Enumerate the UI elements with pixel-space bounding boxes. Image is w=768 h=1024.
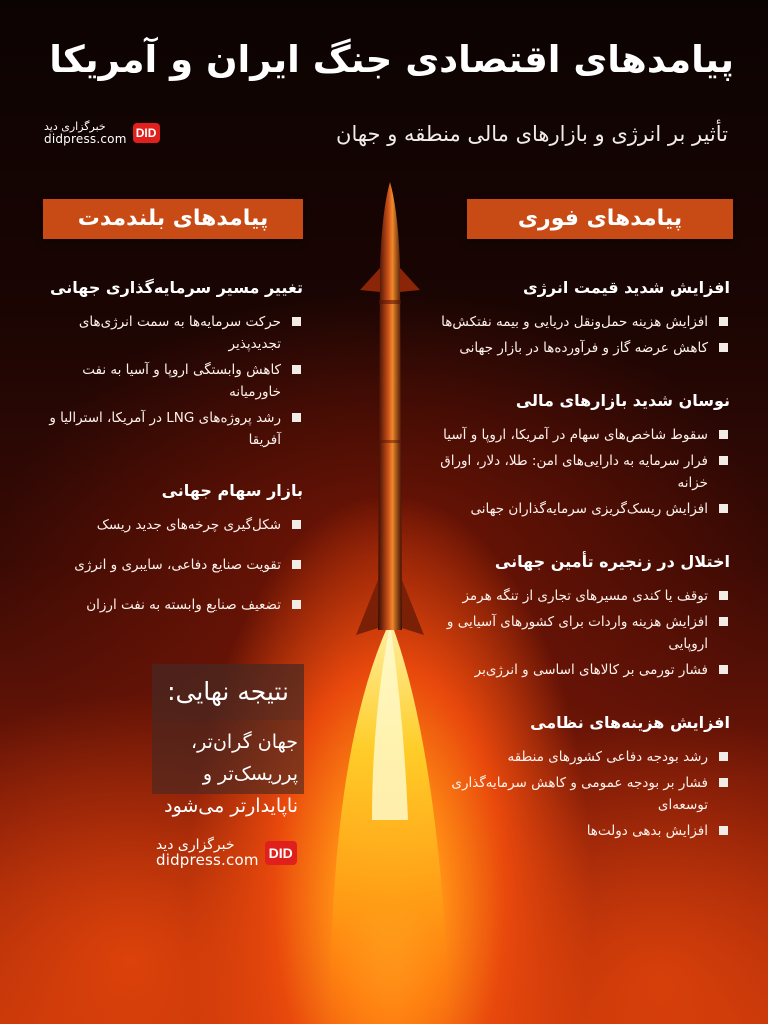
list-item: فشار بر بودجه عمومی و کاهش سرمایه‌گذاری توسعه‌ای — [420, 772, 730, 816]
list-item: رشد پروژه‌های LNG در آمریکا، استرالیا و آفریقا — [38, 407, 303, 451]
group-title: تغییر مسیر سرمایه‌گذاری جهانی — [50, 278, 303, 297]
did-logo-icon: DID — [265, 841, 297, 865]
brand-name: خبرگزاری دید — [156, 837, 235, 853]
list-item: افزایش هزینه حمل‌ونقل دریایی و بیمه نفتکش‌ها — [420, 311, 730, 333]
group-title: نوسان شدید بازارهای مالی — [515, 391, 730, 410]
energy-price-group — [420, 278, 730, 359]
brand-text — [156, 838, 259, 868]
page-title: پیامدهای اقتصادی جنگ ایران و آمریکا — [49, 38, 734, 81]
list-item: رشد بودجه دفاعی کشورهای منطقه — [420, 746, 730, 768]
conclusion-title: نتیجه نهایی: — [152, 664, 304, 720]
list-item: فرار سرمایه به دارایی‌های امن: طلا، دلار، اوراق خزانه — [420, 450, 730, 494]
brand-url: didpress.com — [44, 131, 127, 146]
long-term-consequences-header: پیامدهای بلندمدت — [43, 199, 303, 239]
list-item: سقوط شاخص‌های سهام در آمریکا، اروپا و آسیا — [420, 424, 730, 446]
list-item: شکل‌گیری چرخه‌های جدید ریسک — [38, 514, 303, 536]
did-logo-icon: DID — [133, 123, 160, 143]
page-subtitle: تأثیر بر انرژی و بازارهای مالی منطقه و جهان — [336, 122, 728, 146]
brand-header — [44, 121, 160, 145]
list-item: افزایش بدهی دولت‌ها — [420, 820, 730, 842]
stock-market-group — [38, 481, 303, 616]
brand-text — [44, 121, 127, 145]
group-title: افزایش هزینه‌های نظامی — [530, 713, 730, 732]
investment-shift-group — [38, 278, 303, 451]
brand-url: didpress.com — [156, 850, 259, 869]
list-item: افزایش ریسک‌گریزی سرمایه‌گذاران جهانی — [420, 498, 730, 520]
list-item: تضعیف صنایع وابسته به نفت ارزان — [38, 594, 303, 616]
supply-chain-group — [420, 552, 730, 681]
immediate-consequences-header: پیامدهای فوری — [467, 199, 733, 239]
long-term-column — [38, 278, 303, 646]
financial-markets-group — [420, 391, 730, 520]
list-item: توقف یا کندی مسیرهای تجاری از تنگه هرمز — [420, 585, 730, 607]
list-item: کاهش وابستگی اروپا و آسیا به نفت خاورمیانه — [38, 359, 303, 403]
group-title: افزایش شدید قیمت انرژی — [523, 278, 730, 297]
group-title: بازار سهام جهانی — [161, 481, 303, 500]
group-title: اختلال در زنجیره تأمین جهانی — [494, 552, 730, 571]
list-item: کاهش عرضه گاز و فرآورده‌ها در بازار جهانی — [420, 337, 730, 359]
brand-name: خبرگزاری دید — [44, 120, 106, 133]
immediate-column — [420, 278, 730, 874]
list-item: تقویت صنایع دفاعی، سایبری و انرژی — [38, 554, 303, 576]
military-costs-group — [420, 713, 730, 842]
list-item: فشار تورمی بر کالاهای اساسی و انرژی‌بر — [420, 659, 730, 681]
conclusion-body: جهان گران‌تر، پرریسک‌تر و ناپایدارتر می‌شود — [152, 720, 304, 794]
list-item: افزایش هزینه واردات برای کشورهای آسیایی و اروپایی — [420, 611, 730, 655]
list-item: حرکت سرمایه‌ها به سمت انرژی‌های تجدیدپذیر — [38, 311, 303, 355]
brand-footer — [156, 838, 297, 868]
